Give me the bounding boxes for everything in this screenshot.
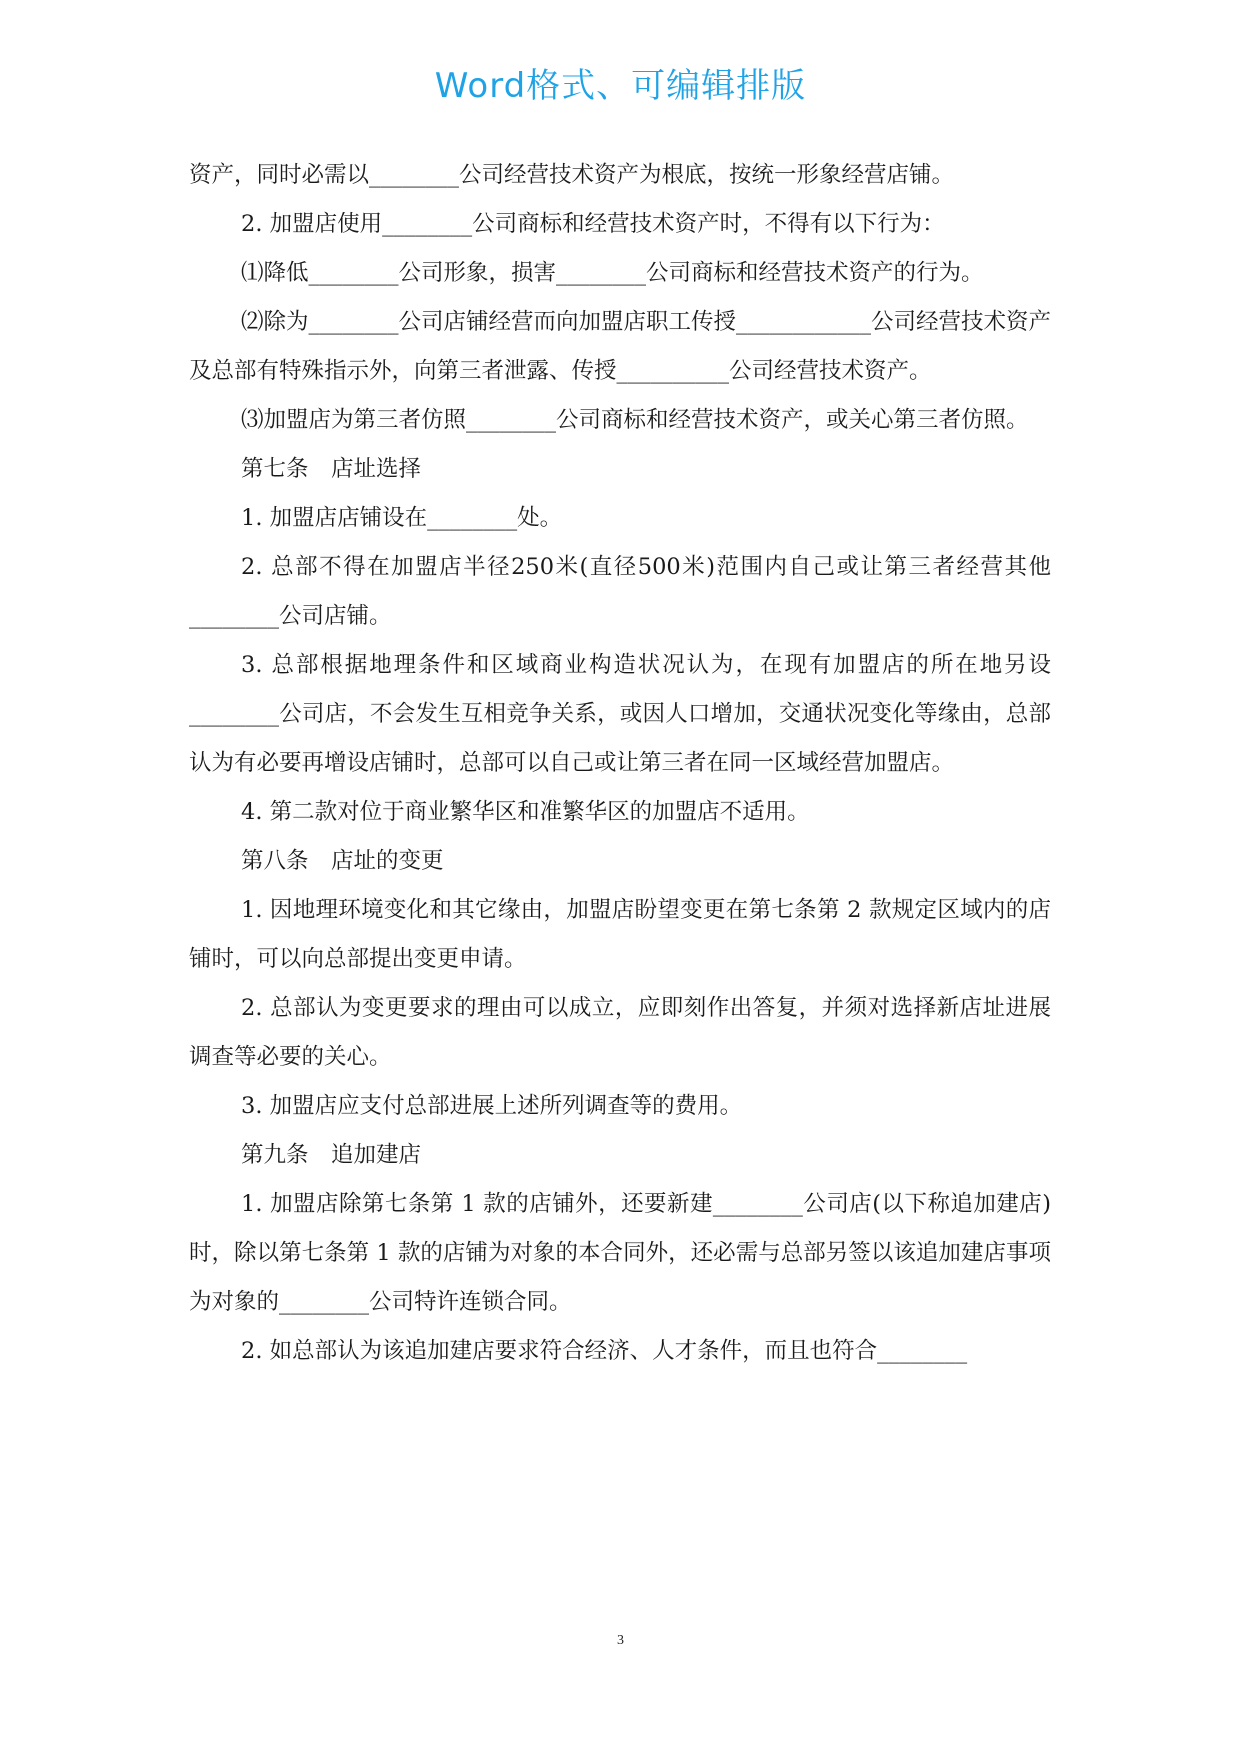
paragraph: ⑶加盟店为第三者仿照________公司商标和经营技术资产，或关心第三者仿照。 [241,407,1029,433]
paragraph: 资产，同时必需以________公司经营技术资产为根底，按统一形象经营店铺。 [189,162,955,188]
paragraph: ⑴降低________公司形象，损害________公司商标和经营技术资产的行为。 [241,260,984,286]
paragraph: 2. 总部不得在加盟店半径250米(直径500米)范围内自己或让第三者经营其他________公司店铺。 [189,554,1051,629]
document-body [189,151,1051,1376]
section-heading: 第八条 店址的变更 [241,848,444,874]
paragraph: 3. 总部根据地理条件和区域商业构造状况认为，在现有加盟店的所在地另设________公司店，不会发生互相竞争关系，或因人口增加，交通状况变化等缘由，总部认为有必要再增设店铺时，总部可以自己或让第三者在同一区域经营加盟店。 [189,652,1051,776]
paragraph: 4. 第二款对位于商业繁华区和准繁华区的加盟店不适用。 [241,799,810,825]
page-number: 3 [617,1633,624,1648]
paragraph: 1. 加盟店除第七条第 1 款的店铺外，还要新建________公司店(以下称追加建店)时，除以第七条第 1 款的店铺为对象的本合同外，还必需与总部另签以该追加建店事项为对象的________公司特许连锁合同。 [189,1191,1051,1315]
paragraph: 2. 如总部认为该追加建店要求符合经济、人才条件，而且也符合________ [241,1338,968,1364]
paragraph: 1. 加盟店店铺设在________处。 [241,505,563,531]
paragraph: 3. 加盟店应支付总部进展上述所列调查等的费用。 [241,1093,743,1119]
paragraph: 2. 加盟店使用________公司商标和经营技术资产时，不得有以下行为： [241,211,945,237]
paragraph: 1. 因地理环境变化和其它缘由，加盟店盼望变更在第七条第 2 款规定区域内的店铺时，可以向总部提出变更申请。 [189,897,1051,972]
page-header-title: Word格式、可编辑排版 [434,66,807,106]
paragraph: ⑵除为________公司店铺经营而向加盟店职工传授____________公司经营技术资产及总部有特殊指示外，向第三者泄露、传授__________公司经营技术资产。 [189,309,1052,384]
paragraph: 2. 总部认为变更要求的理由可以成立，应即刻作出答复，并须对选择新店址进展调查等必要的关心。 [189,995,1051,1070]
section-heading: 第七条 店址选择 [241,456,422,482]
section-heading: 第九条 追加建店 [241,1142,422,1168]
